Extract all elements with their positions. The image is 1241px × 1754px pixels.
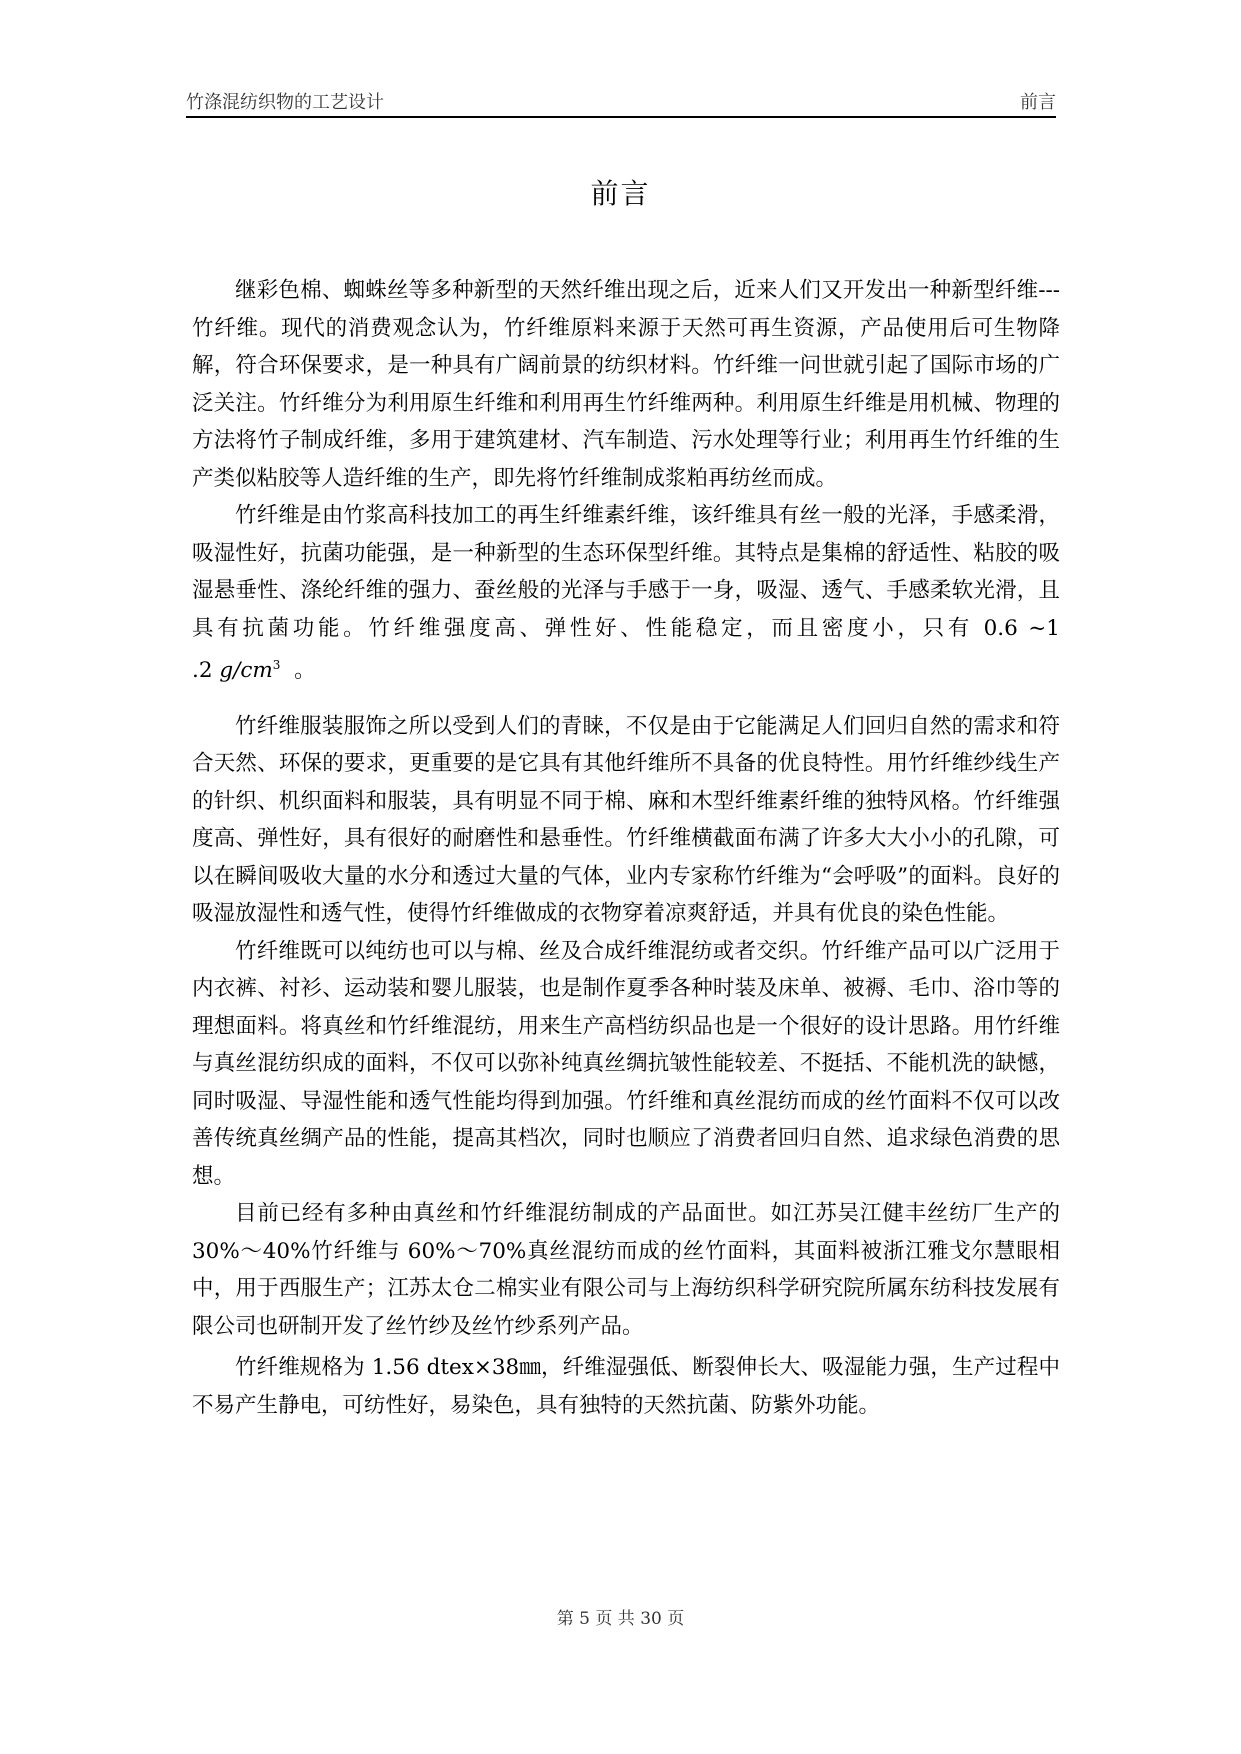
page-number-footer: 第 5 页 共 30 页 [556,1609,685,1629]
paragraph-specification: 竹纤维规格为 1.56 dtex×38㎜，纤维湿强低、断裂伸长大、吸湿能力强，生产过程中不易产生静电，可纺性好，易染色，具有独特的天然抗菌、防紫外功能。 [192,1355,1060,1418]
paragraph-properties-text: 竹纤维是由竹浆高科技加工的再生纤维素纤维，该纤维具有丝一般的光泽，手感柔滑，吸湿性好，抗菌功能强，是一种新型的生态环保型纤维。其特点是集棉的舒适性、粘胶的吸湿悬垂性、涤纶纤维的强力、蚕丝般的光泽与手感于一身，吸湿、透气、手感柔软光滑，且具有抗菌功能。竹纤维强度高、弹性好、性能稳定，而且密度小，只有 [192,503,1060,641]
density-range: 0.6 ~1 .2 [192,615,1060,684]
page-title: 前言 [590,177,651,210]
running-header [186,88,1056,116]
density-unit: g/cm [219,658,273,684]
body-text [192,272,1060,1424]
paragraph-blending: 竹纤维既可以纯纺也可以与棉、丝及合成纤维混纺或者交织。竹纤维产品可以广泛用于内衣裤、衬衫、运动装和婴儿服装，也是制作夏季各种时装及床单、被褥、毛巾、浴巾等的理想面料。将真丝和竹纤维混纺，用来生产高档纺织品也是一个很好的设计思路。用竹纤维与真丝混纺织成的面料，不仅可以弥补纯真丝绸抗皱性能较差、不挺括、不能机洗的缺憾，同时吸湿、导湿性能和透气性能均得到加强。竹纤维和真丝混纺而成的丝竹面料不仅可以改善传统真丝绸产品的性能，提高其档次，同时也顺应了消费者回归自然、追求绿色消费的思想。 [192,938,1060,1189]
paragraph-products: 目前已经有多种由真丝和竹纤维混纺制成的产品面世。如江苏吴江健丰丝纺厂生产的 30%～40%竹纤维与 60%～70%真丝混纺而成的丝竹面料，其面料被浙江雅戈尔慧眼相中，用于西服生产；江苏太仓二棉实业有限公司与上海纺织科学研究院所属东纺科技发展有限公司也研制开发了丝竹纱及丝竹纱系列产品。 [192,1201,1060,1339]
density-end: 。 [294,658,316,684]
density-exponent: 3 [272,658,281,672]
paragraph-intro: 继彩色棉、蜘蛛丝等多种新型的天然纤维出现之后，近来人们又开发出一种新型纤维---竹纤维。现代的消费观念认为，竹纤维原料来源于天然可再生资源，产品使用后可生物降解，符合环保要求，是一种具有广阔前景的纺织材料。竹纤维一问世就引起了国际市场的广泛关注。竹纤维分为利用原生纤维和利用再生竹纤维两种。利用原生纤维是用机械、物理的方法将竹子制成纤维，多用于建筑建材、汽车制造、污水处理等行业；利用再生竹纤维的生产类似粘胶等人造纤维的生产，即先将竹纤维制成浆粕再纺丝而成。 [192,278,1060,491]
header-divider [186,116,1056,118]
header-document-title: 竹涤混纺织物的工艺设计 [186,92,384,113]
paragraph-properties [192,497,1060,690]
paragraph-apparel: 竹纤维服装服饰之所以受到人们的青睐，不仅是由于它能满足人们回归自然的需求和符合天然、环保的要求，更重要的是它具有其他纤维所不具备的优良特性。用竹纤维纱线生产的针织、机织面料和服装，具有明显不同于棉、麻和木型纤维素纤维的独特风格。竹纤维强度高、弹性好，具有很好的耐磨性和悬垂性。竹纤维横截面布满了许多大大小小的孔隙，可以在瞬间吸收大量的水分和透过大量的气体，业内专家称竹纤维为“会呼吸”的面料。良好的吸湿放湿性和透气性，使得竹纤维做成的衣物穿着凉爽舒适，并具有优良的染色性能。 [192,713,1060,927]
header-section-title: 前言 [1020,92,1056,113]
